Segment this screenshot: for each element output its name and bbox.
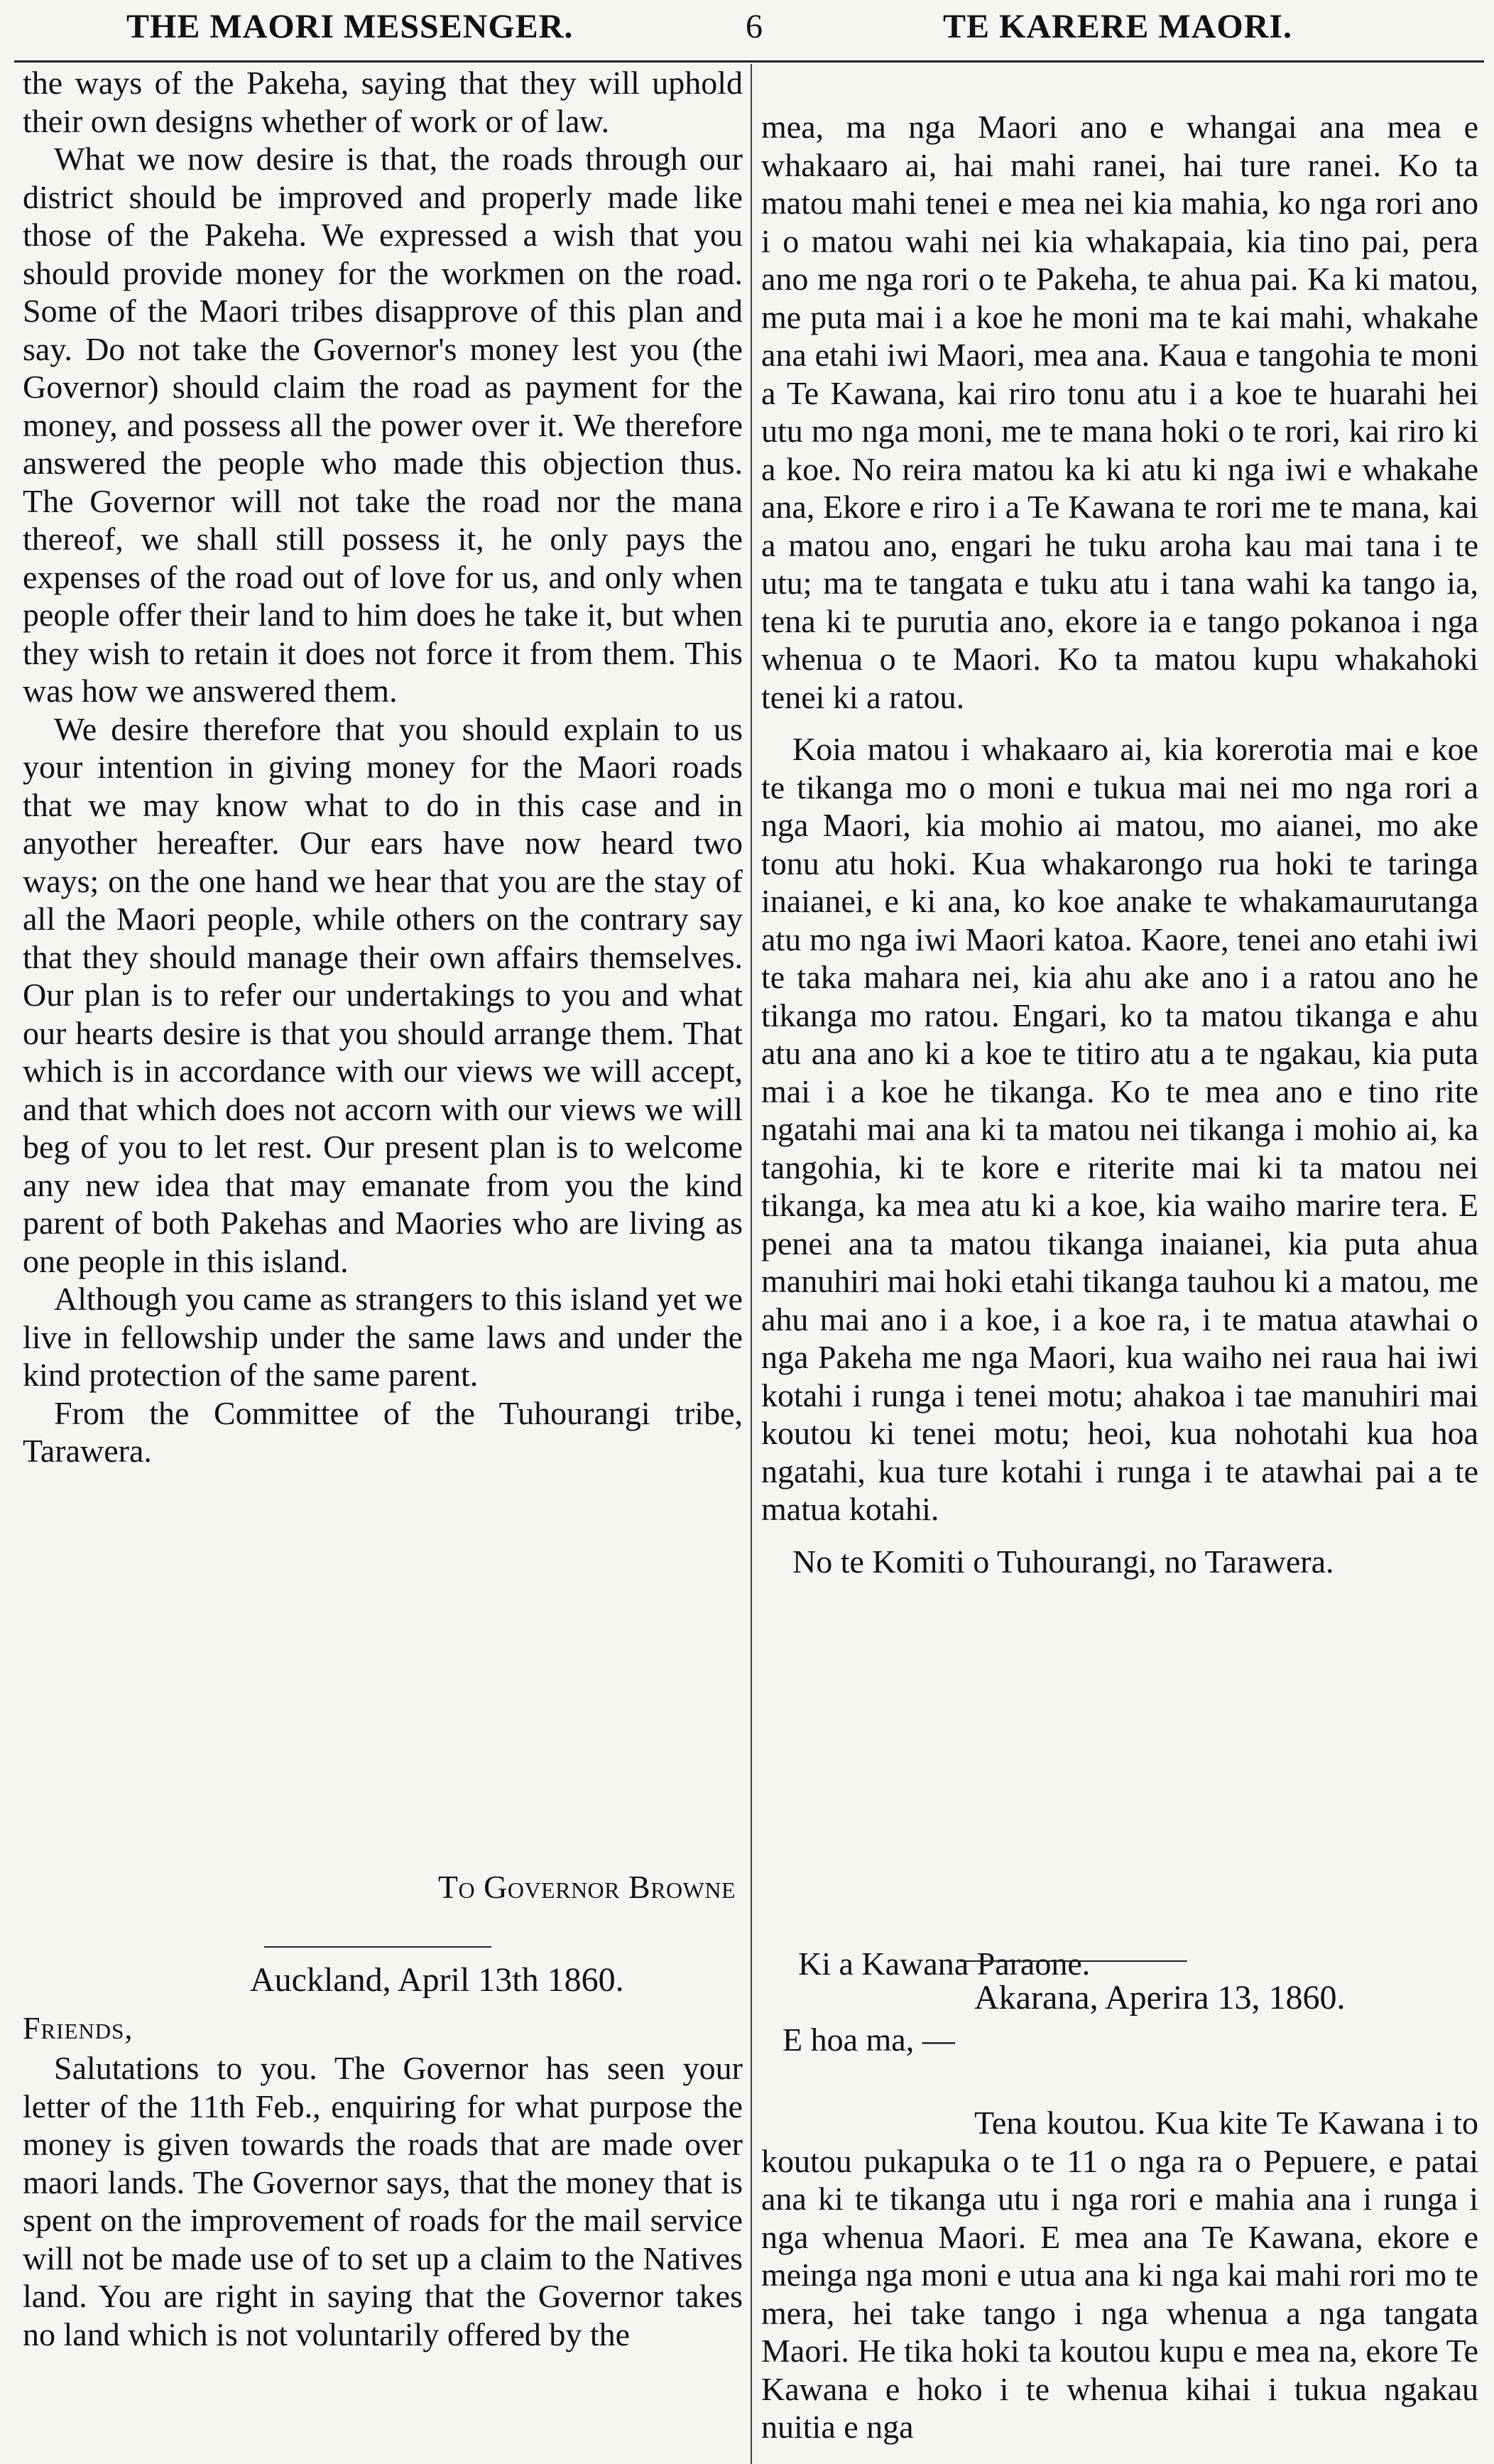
maori-paragraph: No te Komiti o Tuhourangi, no Tarawera.: [792, 1543, 1334, 1580]
english-paragraph: We desire therefore that you should explain to us your intention in giving money for the Maori roads that we may know what to do in this case and in anyother hereafter. Our ears have now heard two ways; on the one hand we hear that you are the stay of all the Maori people, while others on the contrary say that they should manage their own affairs themselves. Our plan is to refer our undertakings to you and what our hearts desire is that you should arrange them. That which is in accordance with our views we will accept, and that which does not accorn with our views we will beg of you to let rest. Our present plan is to welcome any new idea that may emanate from you the kind parent of both Pakehas and Maories who are living as one people in this island.: [23, 710, 743, 1279]
english-paragraph: the ways of the Pakeha, saying that they will uphold their own designs whether of work or of law.: [23, 65, 743, 139]
english-column: [23, 64, 743, 2464]
section-rule: [960, 1960, 1187, 1962]
maori-signature: Ki a Kawana Paraone.: [798, 1945, 1091, 1982]
masthead-english: THE MAORI MESSENGER.: [126, 8, 574, 45]
maori-letter: [761, 108, 1478, 1580]
english-reply-salutation: Friends,: [23, 2011, 133, 2046]
maori-reply-body: Tena koutou. Kua kite Te Kawana i to koutou pukapuka o te 11 o nga ra o Pepuere, e patai ana ki te tikanga utu i nga rori e mahia ana i runga i nga whenua Maori. E mea ana Te Kawana, ekore e meinga nga moni e utua ana ki nga kai mahi rori mo te mera, hei take tango i nga whenua a nga tangata Maori. He tika hoki ta koutou kupu e mea na, ekore Te Kawana e hoko i te whenua kihai i tukua ngakau nuitia e nga: [761, 2105, 1478, 2445]
running-head: [0, 7, 1494, 57]
masthead-maori: TE KARERE MAORI.: [943, 8, 1293, 45]
english-letter: [23, 64, 743, 1470]
column-divider: [751, 64, 752, 2464]
english-reply: [23, 2049, 743, 2353]
english-reply-dateline: Auckland, April 13th 1860.: [250, 1961, 624, 1999]
english-paragraph: Although you came as strangers to this island yet we live in fellowship under the same laws and under the kind protection of the same parent.: [23, 1281, 743, 1393]
english-reply-body: Salutations to you. The Governor has seen your letter of the 11th Feb., enquiring for what purpose the money is given towards the roads that are made over maori lands. The Governor says, that the money that is spent on the improvement of roads for the mail service will not be made use of to set up a claim to the Natives land. You are right in saying that the Governor takes no land which is not voluntarily offered by the: [23, 2050, 743, 2352]
maori-paragraph: mea, ma nga Maori ano e whangai ana mea e whakaaro ai, hai mahi ranei, hai ture ranei. Ko ta matou mahi tenei e mea nei kia mahia, ko nga rori ano i o matou wahi nei kia whakapaia, kia tino pai, pera ano me nga rori o te Pakeha, te ahua pai. Ka ki matou, me puta mai i a koe he moni ma te kai mahi, whakahe ana etahi iwi Maori, mea ana. Kaua e tangohia te moni a Te Kawana, kai riro tonu atu i a koe te huarahi hei utu mo nga moni, me te mana hoki o te rori, kai riro ki a koe. No reira matou ka ki atu ki nga iwi e whakahe ana, Ekore e riro i a Te Kawana te rori me te mana, kai a matou ano, engari he tuku aroha kau mai tana i te utu; ma te tangata e tuku atu i tana wahi ka tango ia, tena ki te purutia ano, ekore ia e tango pokanoa i nga whenua o te Maori. Ko ta matou kupu whakahoki tenei ki a ratou.: [761, 109, 1478, 715]
section-rule: [264, 1946, 491, 1948]
maori-reply: [761, 2060, 1478, 2460]
english-signature: To Governor Browne: [437, 1869, 736, 1905]
header-rule: [14, 60, 1484, 63]
maori-column: [761, 64, 1478, 2464]
english-paragraph: From the Committee of the Tuhourangi tribe, Tarawera.: [23, 1394, 743, 1469]
maori-reply-dateline: Akarana, Aperira 13, 1860.: [974, 1979, 1346, 2017]
english-paragraph: What we now desire is that, the roads through our district should be improved and properly made like those of the Pakeha. We expressed a wish that you should provide money for the workmen on the road. Some of the Maori tribes disapprove of this plan and say. Do not take the Governor's money lest you (the Governor) should claim the road as payment for the money, and possess all the power over it. We therefore answered the people who made this objection thus. The Governor will not take the road nor the mana thereof, we shall still possess it, he only pays the expenses of the road out of love for us, and only when people offer their land to him does he take it, but when they wish to retain it does not force it from them. This was how we answered them.: [23, 141, 743, 709]
maori-reply-salutation: E hoa ma, —: [783, 2021, 955, 2058]
page-number: 6: [746, 8, 763, 45]
maori-paragraph: Koia matou i whakaaro ai, kia korerotia mai e koe te tikanga mo o moni e tukua mai nei mo nga rori a nga Maori, kia mohio ai matou, mo aianei, mo ake tonu atu hoki. Kua whakarongo rua hoki te taringa inaianei, e ki ana, ko koe anake te whakamaurutanga atu mo nga iwi Maori katoa. Kaore, tenei ano etahi iwi te taka mahara nei, kia ahu ake ano i a ratou ano he tikanga mo ratou. Engari, ko ta matou tikanga e ahu atu ana ano ki a koe te titiro atu a te ngakau, kia puta mai i a koe he tikanga. Ko te mea ano e tino rite ngatahi mai ana ki ta matou nei tikanga i mohio ai, ka tangohia, ki te kore e riterite mai ki ta matou nei tikanga, ka mea atu ki a koe, kia waiho marire tera. E penei ana ta matou tikanga inaianei, kia puta ahua manuhiri mai hoki etahi tikanga tauhou ki a matou, me ahu mai ano i a koe, i a koe ra, i te matua atawhai o nga Pakeha me nga Maori, kua waiho nei raua hai iwi kotahi i runga i tenei motu; ahakoa i tae manuhiri mai koutou ki tenei motu; heoi, kua nohotahi kua hoa ngatahi, kua ture kotahi i runga i te atawhai pai a te matua kotahi.: [761, 731, 1478, 1527]
